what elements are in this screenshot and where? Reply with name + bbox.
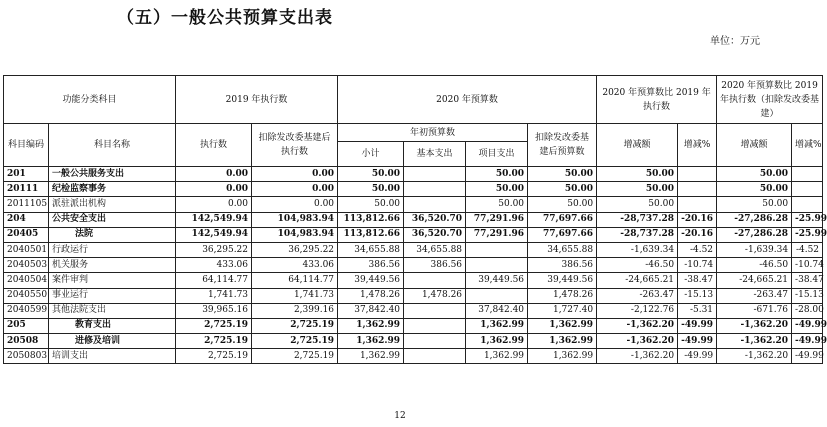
row-value: -4.52: [678, 242, 717, 257]
row-value: 50.00: [466, 167, 528, 182]
row-value: -25.99: [792, 212, 823, 227]
row-value: 433.06: [252, 258, 338, 273]
row-value: 50.00: [528, 197, 597, 212]
row-value: -27,286.28: [717, 212, 792, 227]
row-code: 20508: [4, 334, 49, 349]
row-value: -49.99: [678, 349, 717, 364]
header-code: 科目编码: [4, 124, 49, 167]
header-exec-excl: 扣除发改委基建后执行数: [252, 124, 338, 167]
row-code: 2040504: [4, 273, 49, 288]
table-row: [4, 318, 823, 333]
row-name: 案件审判: [49, 273, 176, 288]
row-value: -1,362.20: [717, 349, 792, 364]
row-name: 培训支出: [49, 349, 176, 364]
table-row: [4, 167, 823, 182]
row-value: 2,725.19: [252, 349, 338, 364]
row-value: 50.00: [597, 182, 678, 197]
row-value: [792, 182, 823, 197]
row-value: [678, 182, 717, 197]
row-value: 39,449.56: [338, 273, 404, 288]
row-value: [404, 334, 466, 349]
row-value: [678, 197, 717, 212]
row-value: 1,362.99: [466, 349, 528, 364]
row-value: -1,639.34: [717, 242, 792, 257]
row-value: 77,697.66: [528, 227, 597, 242]
table-row: [4, 242, 823, 257]
header-exec-2019: 2019 年执行数: [176, 76, 338, 124]
row-value: -4.52: [792, 242, 823, 257]
row-name: 法院: [49, 227, 176, 242]
row-value: 1,478.26: [338, 288, 404, 303]
row-value: -10.74: [678, 258, 717, 273]
row-value: 50.00: [338, 167, 404, 182]
row-code: 2050803: [4, 349, 49, 364]
row-value: -38.47: [678, 273, 717, 288]
row-value: 386.56: [404, 258, 466, 273]
row-value: 36,520.70: [404, 212, 466, 227]
header-initial-budget: 年初预算数: [338, 124, 528, 142]
row-value: 50.00: [717, 182, 792, 197]
row-value: [466, 288, 528, 303]
row-value: 1,362.99: [466, 334, 528, 349]
row-value: 1,362.99: [528, 334, 597, 349]
row-value: -27,286.28: [717, 227, 792, 242]
row-value: -28.00: [792, 303, 823, 318]
row-value: 113,812.66: [338, 212, 404, 227]
header-inc-percent-2: 增减%: [792, 124, 823, 167]
row-value: 104,983.94: [252, 212, 338, 227]
row-value: 50.00: [528, 182, 597, 197]
row-value: 34,655.88: [404, 242, 466, 257]
row-value: 77,697.66: [528, 212, 597, 227]
row-value: [792, 197, 823, 212]
header-budget-excl: 扣除发改委基建后预算数: [528, 124, 597, 167]
row-name: 纪检监察事务: [49, 182, 176, 197]
row-code: 201: [4, 167, 49, 182]
row-value: 1,362.99: [338, 349, 404, 364]
row-value: -1,362.20: [597, 334, 678, 349]
row-value: -20.16: [678, 227, 717, 242]
row-value: 64,114.77: [176, 273, 252, 288]
row-name: 公共安全支出: [49, 212, 176, 227]
row-value: 1,478.26: [528, 288, 597, 303]
table-row: [4, 303, 823, 318]
row-value: -15.13: [792, 288, 823, 303]
row-value: 0.00: [252, 167, 338, 182]
table-row: [4, 334, 823, 349]
budget-table: [3, 75, 827, 364]
row-value: -1,362.20: [597, 318, 678, 333]
row-value: 2,725.19: [176, 334, 252, 349]
row-value: 142,549.94: [176, 227, 252, 242]
row-value: -10.74: [792, 258, 823, 273]
row-value: 77,291.96: [466, 212, 528, 227]
row-value: [466, 242, 528, 257]
row-code: 2040550: [4, 288, 49, 303]
row-value: 113,812.66: [338, 227, 404, 242]
header-inc-percent: 增减%: [678, 124, 717, 167]
row-value: -5.31: [678, 303, 717, 318]
row-value: 1,362.99: [528, 349, 597, 364]
row-value: 36,295.22: [252, 242, 338, 257]
row-value: [404, 197, 466, 212]
row-value: -15.13: [678, 288, 717, 303]
row-value: 36,295.22: [176, 242, 252, 257]
row-value: 39,449.56: [466, 273, 528, 288]
row-value: 0.00: [176, 167, 252, 182]
row-value: [678, 167, 717, 182]
row-value: 433.06: [176, 258, 252, 273]
row-value: -263.47: [717, 288, 792, 303]
header-project: 项目支出: [466, 142, 528, 167]
row-code: 20111: [4, 182, 49, 197]
row-value: -38.47: [792, 273, 823, 288]
row-value: 2,725.19: [176, 318, 252, 333]
row-value: -49.99: [792, 349, 823, 364]
row-value: [404, 318, 466, 333]
row-value: 50.00: [528, 167, 597, 182]
row-value: -1,362.20: [717, 334, 792, 349]
row-code: 2040503: [4, 258, 49, 273]
row-name: 派驻派出机构: [49, 197, 176, 212]
table-row: [4, 273, 823, 288]
header-exec: 执行数: [176, 124, 252, 167]
header-basic: 基本支出: [404, 142, 466, 167]
row-value: -1,362.20: [597, 349, 678, 364]
row-value: -20.16: [678, 212, 717, 227]
header-func-class: 功能分类科目: [4, 76, 176, 124]
row-value: 1,362.99: [338, 334, 404, 349]
row-value: 64,114.77: [252, 273, 338, 288]
row-value: 2,725.19: [252, 318, 338, 333]
row-value: -24,665.21: [597, 273, 678, 288]
row-value: 50.00: [717, 197, 792, 212]
row-code: 2011105: [4, 197, 49, 212]
row-value: [404, 273, 466, 288]
row-value: -28,737.28: [597, 227, 678, 242]
row-value: -49.99: [678, 334, 717, 349]
row-value: 2,399.16: [252, 303, 338, 318]
row-value: 1,362.99: [466, 318, 528, 333]
row-value: 1,362.99: [338, 318, 404, 333]
row-value: 34,655.88: [528, 242, 597, 257]
row-value: [404, 349, 466, 364]
header-name: 科目名称: [49, 124, 176, 167]
row-value: [404, 167, 466, 182]
row-name: 事业运行: [49, 288, 176, 303]
row-name: 机关服务: [49, 258, 176, 273]
row-name: 其他法院支出: [49, 303, 176, 318]
row-value: 1,727.40: [528, 303, 597, 318]
row-name: 教育支出: [49, 318, 176, 333]
table-row: [4, 258, 823, 273]
row-name: 行政运行: [49, 242, 176, 257]
row-value: [466, 258, 528, 273]
row-value: -25.99: [792, 227, 823, 242]
row-value: 2,725.19: [176, 349, 252, 364]
row-value: -49.99: [678, 318, 717, 333]
row-value: 37,842.40: [338, 303, 404, 318]
table-row: [4, 212, 823, 227]
row-value: -24,665.21: [717, 273, 792, 288]
row-code: 205: [4, 318, 49, 333]
row-value: 50.00: [466, 197, 528, 212]
row-value: 1,741.73: [176, 288, 252, 303]
page-number: 12: [394, 411, 406, 421]
row-value: 39,965.16: [176, 303, 252, 318]
row-value: -1,362.20: [717, 318, 792, 333]
row-value: 77,291.96: [466, 227, 528, 242]
row-code: 20405: [4, 227, 49, 242]
row-value: 50.00: [597, 197, 678, 212]
row-value: -1,639.34: [597, 242, 678, 257]
header-budget-2020: 2020 年预算数: [338, 76, 597, 124]
header-inc-amount-2: 增减额: [717, 124, 792, 167]
row-value: 386.56: [528, 258, 597, 273]
row-code: 2040501: [4, 242, 49, 257]
row-value: 386.56: [338, 258, 404, 273]
row-value: 1,478.26: [404, 288, 466, 303]
row-value: 50.00: [717, 167, 792, 182]
row-value: 1,362.99: [528, 318, 597, 333]
page-title: （五）一般公共预算支出表: [117, 8, 333, 28]
row-value: -671.76: [717, 303, 792, 318]
row-value: 0.00: [176, 182, 252, 197]
header-compare-exec-excl: 2020 年预算数比 2019 年执行数（扣除发改委基建）: [717, 76, 823, 124]
row-value: 36,520.70: [404, 227, 466, 242]
row-name: 一般公共服务支出: [49, 167, 176, 182]
row-value: 0.00: [252, 182, 338, 197]
header-inc-amount: 增减额: [597, 124, 678, 167]
table-row: [4, 197, 823, 212]
table-row: [4, 182, 823, 197]
row-value: -46.50: [597, 258, 678, 273]
row-value: 50.00: [466, 182, 528, 197]
row-value: 142,549.94: [176, 212, 252, 227]
row-value: -2,122.76: [597, 303, 678, 318]
row-value: -28,737.28: [597, 212, 678, 227]
header-subtotal: 小计: [338, 142, 404, 167]
row-value: 0.00: [252, 197, 338, 212]
table-row: [4, 288, 823, 303]
row-value: 2,725.19: [252, 334, 338, 349]
row-value: 50.00: [338, 182, 404, 197]
row-value: -46.50: [717, 258, 792, 273]
row-value: 104,983.94: [252, 227, 338, 242]
row-value: -49.99: [792, 334, 823, 349]
row-value: -49.99: [792, 318, 823, 333]
table-row: [4, 349, 823, 364]
row-value: 34,655.88: [338, 242, 404, 257]
row-name: 进修及培训: [49, 334, 176, 349]
row-value: 39,449.56: [528, 273, 597, 288]
row-value: [404, 303, 466, 318]
header-compare-exec: 2020 年预算数比 2019 年执行数: [597, 76, 717, 124]
row-value: -263.47: [597, 288, 678, 303]
row-value: [792, 167, 823, 182]
unit-label: 单位：万元: [710, 36, 760, 47]
table-row: [4, 227, 823, 242]
row-value: 50.00: [597, 167, 678, 182]
row-value: 0.00: [176, 197, 252, 212]
row-value: 50.00: [338, 197, 404, 212]
row-code: 204: [4, 212, 49, 227]
row-value: 37,842.40: [466, 303, 528, 318]
row-code: 2040599: [4, 303, 49, 318]
row-value: 1,741.73: [252, 288, 338, 303]
row-value: [404, 182, 466, 197]
